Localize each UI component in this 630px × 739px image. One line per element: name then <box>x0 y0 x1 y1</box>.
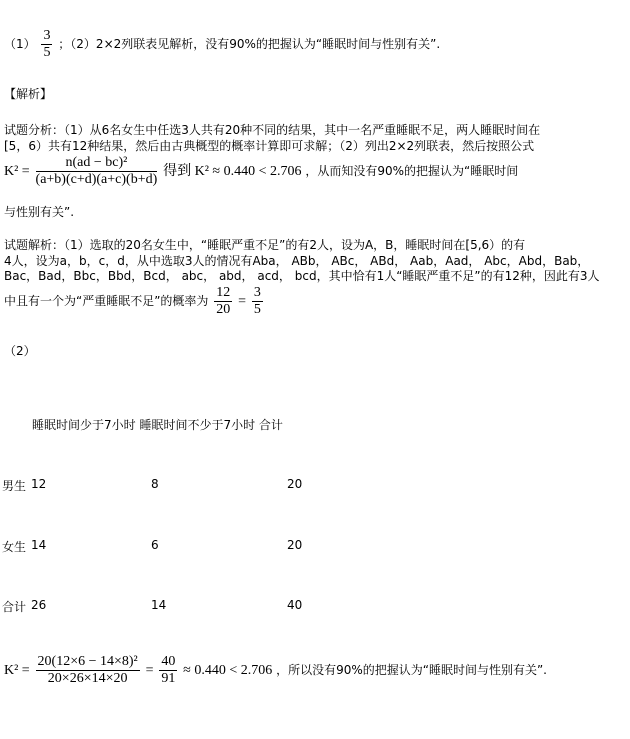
final-denominator-2: 91 <box>161 671 176 686</box>
row-value-a: 12 <box>31 477 47 491</box>
final-approx: ≈ 0.440 < 2.706 <box>183 663 273 678</box>
probability-fraction-2 <box>252 285 263 318</box>
k2-formula-denominator: (a+b)(c+d)(a+c)(b+d) <box>35 172 158 187</box>
k2-formula-fraction <box>36 155 158 188</box>
final-conclusion: ，所以没有90%的把握认为“睡眠时间与性别有关”. <box>276 663 547 677</box>
answer-frac-den: 5 <box>43 45 51 60</box>
row-value-b: 8 <box>151 477 159 491</box>
final-fraction-2 <box>159 654 177 687</box>
prob-equals: = <box>238 294 246 309</box>
k2-formula-numerator: n(ad − bc)² <box>36 155 158 172</box>
answer-frac-num: 3 <box>43 28 51 43</box>
row-value-b: 6 <box>151 538 159 552</box>
final-equals: = <box>145 663 154 678</box>
answer-part1-label: （1） <box>4 37 36 51</box>
row-value-a: 14 <box>31 538 47 552</box>
row-value-a: 26 <box>31 598 47 612</box>
row-total: 20 <box>287 538 303 552</box>
formula-lhs: K² = <box>4 164 30 179</box>
section-title: 【解析】 <box>4 87 53 101</box>
final-numerator-1: 20(12×6 − 14×8)² <box>37 654 138 669</box>
final-denominator-1: 20×26×14×20 <box>47 671 128 686</box>
table-header: 睡眠时间少于7小时 睡眠时间不少于7小时 合计 <box>32 418 283 432</box>
analysis-line-2: [5，6）共有12种结果，然后由古典概型的概率计算即可求解；（2）列出2×2列联表，然后按照公式 <box>4 139 535 153</box>
answer-fraction <box>41 28 52 61</box>
solution-line-2: 4人，设为a，b，c，d，从中选取3人的情况有Aba， ABb， ABc， ABd， Aab，Aad， Abc，Abd，Bab， <box>4 254 590 268</box>
answer-part2-text: ；（2）2×2列联表见解析，没有90%的把握认为“睡眠时间与性别有关”. <box>58 37 441 51</box>
row-label: 女生 <box>2 540 27 554</box>
analysis-formula-line <box>4 155 518 188</box>
answer-line <box>4 28 440 61</box>
row-total: 20 <box>287 477 303 491</box>
row-value-b: 14 <box>151 598 167 612</box>
prob-num-2: 3 <box>253 285 261 300</box>
probability-fraction-1 <box>214 285 232 318</box>
formula-tail: ，从而知没有90%的把握认为“睡眠时间 <box>305 164 519 178</box>
analysis-line-4: 与性别有关”. <box>4 205 75 219</box>
row-total: 40 <box>287 598 303 612</box>
final-lhs: K² = <box>4 663 30 678</box>
analysis-line-1: 试题分析：（1）从6名女生中任选3人共有20种不同的结果，其中一名严重睡眠不足，两人睡眠时间在 <box>4 123 541 137</box>
row-label: 男生 <box>2 479 27 493</box>
row-label: 合计 <box>2 600 27 614</box>
prob-den-1: 20 <box>216 302 231 317</box>
prob-num-1: 12 <box>216 285 231 300</box>
solution-probability-line <box>4 285 265 318</box>
final-numerator-2: 40 <box>161 654 176 669</box>
prob-den-2: 5 <box>253 302 261 317</box>
solution-line-1: 试题解析：（1）选取的20名女生中，“睡眠严重不足”的有2人，设为A，B，睡眠时间在[5,6）的有 <box>4 238 526 252</box>
final-fraction-1 <box>36 654 140 687</box>
formula-result: 得到 K² ≈ 0.440 < 2.706 <box>163 164 302 179</box>
solution-line-3: Bac，Bad，Bbc，Bbd，Bcd， abc， abd， acd， bcd，其中恰有1人“睡眠严重不足”的有12种，因此有3人 <box>4 269 600 283</box>
solution-line-4-text: 中且有一个为“严重睡眠不足”的概率为 <box>4 294 209 308</box>
part2-label: （2） <box>4 344 36 358</box>
final-formula-line <box>4 654 547 687</box>
